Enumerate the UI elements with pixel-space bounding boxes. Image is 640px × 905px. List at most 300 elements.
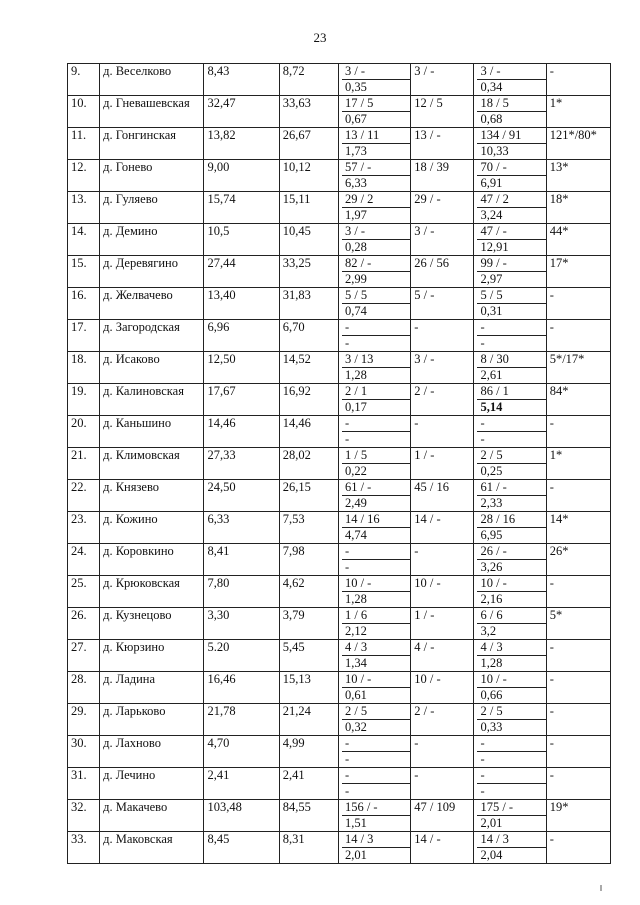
value-col-6: 29 / - [411,192,474,224]
value-col-7-top: 2 / 5 [477,704,545,720]
note-col: 14* [546,512,610,544]
value-col-7-bottom: 10,33 [480,144,509,158]
value-col-7 [474,384,546,416]
settlement-name: д. Гневашевская [100,96,204,128]
note-col: 121*/80* [546,128,610,160]
value-col-5 [338,832,410,864]
value-col-7-bottom: 2,01 [480,816,503,830]
value-col-4: 10,12 [279,160,338,192]
value-col-4: 7,53 [279,512,338,544]
settlement-name: д. Гонгинская [100,128,204,160]
value-col-5 [338,480,410,512]
value-col-3: 9,00 [204,160,279,192]
value-col-5-bottom: - [344,432,350,446]
note-col: 84* [546,384,610,416]
value-col-4: 33,63 [279,96,338,128]
value-col-5-top: 2 / 5 [342,704,410,720]
value-col-5 [338,192,410,224]
value-col-4: 28,02 [279,448,338,480]
value-col-4: 26,15 [279,480,338,512]
row-number: 18. [68,352,100,384]
value-col-6: 1 / - [411,608,474,640]
value-col-7 [474,352,546,384]
value-col-4: 4,62 [279,576,338,608]
row-number: 27. [68,640,100,672]
table-row [68,288,611,320]
value-col-7-bottom: 2,61 [480,368,503,382]
value-col-5 [338,256,410,288]
row-number: 24. [68,544,100,576]
value-col-6: 10 / - [411,576,474,608]
settlement-name: д. Коровкино [100,544,204,576]
value-col-5-bottom: 6,33 [344,176,367,190]
value-col-5-top: 13 / 11 [342,128,410,144]
value-col-7 [474,704,546,736]
settlement-name: д. Кюрзино [100,640,204,672]
settlement-name: д. Загородская [100,320,204,352]
settlement-name: д. Калиновская [100,384,204,416]
table-row [68,480,611,512]
value-col-3: 8,43 [204,64,279,96]
value-col-5-top: - [342,320,410,336]
row-number: 17. [68,320,100,352]
row-number: 22. [68,480,100,512]
value-col-7-bottom: - [480,752,485,766]
value-col-4: 7,98 [279,544,338,576]
settlements-table [67,63,611,864]
value-col-5 [338,512,410,544]
note-col: 1* [546,96,610,128]
note-col: 19* [546,800,610,832]
value-col-7-top: 134 / 91 [477,128,545,144]
note-col: - [546,288,610,320]
row-number: 31. [68,768,100,800]
value-col-6: 47 / 109 [411,800,474,832]
value-col-5-bottom: 2,12 [344,624,367,638]
table-row [68,256,611,288]
value-col-7 [474,64,546,96]
row-number: 20. [68,416,100,448]
row-number: 14. [68,224,100,256]
value-col-6: 26 / 56 [411,256,474,288]
value-col-5 [338,448,410,480]
value-col-5-top: 2 / 1 [342,384,410,400]
value-col-5-top: 5 / 5 [342,288,410,304]
value-col-6: - [411,768,474,800]
value-col-5-bottom: - [344,336,350,350]
table-row [68,512,611,544]
value-col-7 [474,512,546,544]
value-col-7 [474,736,546,768]
row-number: 16. [68,288,100,320]
note-col: 44* [546,224,610,256]
note-col: - [546,672,610,704]
value-col-7 [474,480,546,512]
value-col-7 [474,544,546,576]
table-row [68,64,611,96]
value-col-7 [474,192,546,224]
value-col-5 [338,96,410,128]
value-col-7-top: 61 / - [477,480,545,496]
value-col-7-bottom: 3,26 [480,560,503,574]
value-col-3: 3,30 [204,608,279,640]
note-col: 18* [546,192,610,224]
value-col-3: 2,41 [204,768,279,800]
note-col: - [546,768,610,800]
value-col-4: 2,41 [279,768,338,800]
value-col-5 [338,320,410,352]
settlement-name: д. Ларьково [100,704,204,736]
table-row [68,352,611,384]
value-col-5-bottom: 1,97 [344,208,367,222]
settlement-name: д. Каньшино [100,416,204,448]
note-col: 5*/17* [546,352,610,384]
table-row [68,192,611,224]
value-col-4: 84,55 [279,800,338,832]
value-col-6: 14 / - [411,832,474,864]
value-col-5-top: 10 / - [342,672,410,688]
value-col-5-top: 4 / 3 [342,640,410,656]
note-col: 5* [546,608,610,640]
value-col-4: 26,67 [279,128,338,160]
note-col: - [546,576,610,608]
value-col-6: 3 / - [411,64,474,96]
value-col-5 [338,768,410,800]
value-col-4: 15,13 [279,672,338,704]
settlement-name: д. Климовская [100,448,204,480]
value-col-7-bottom: 2,04 [480,848,503,862]
value-col-5 [338,288,410,320]
table-row [68,224,611,256]
value-col-5-top: 1 / 5 [342,448,410,464]
row-number: 13. [68,192,100,224]
settlement-name: д. Лахново [100,736,204,768]
value-col-7-bottom: 6,95 [480,528,503,542]
note-col: - [546,736,610,768]
value-col-7-bottom: 0,33 [480,720,503,734]
value-col-4: 5,45 [279,640,338,672]
note-col: - [546,64,610,96]
value-col-7-top: 86 / 1 [477,384,545,400]
value-col-6: 14 / - [411,512,474,544]
value-col-5-bottom: - [344,784,350,798]
settlement-name: д. Кожино [100,512,204,544]
value-col-5 [338,64,410,96]
settlement-name: д. Исаково [100,352,204,384]
value-col-5 [338,160,410,192]
value-col-4: 14,52 [279,352,338,384]
table-row [68,416,611,448]
value-col-6: 3 / - [411,352,474,384]
value-col-7-top: 47 / 2 [477,192,545,208]
value-col-7 [474,672,546,704]
value-col-3: 16,46 [204,672,279,704]
value-col-7-bottom: 2,33 [480,496,503,510]
value-col-4: 14,46 [279,416,338,448]
value-col-5 [338,128,410,160]
value-col-6: 45 / 16 [411,480,474,512]
value-col-3: 14,46 [204,416,279,448]
value-col-4: 10,45 [279,224,338,256]
value-col-5-top: 82 / - [342,256,410,272]
value-col-6: 2 / - [411,704,474,736]
value-col-5-top: 10 / - [342,576,410,592]
value-col-7 [474,800,546,832]
value-col-5-bottom: 1,28 [344,592,367,606]
value-col-5-top: - [342,416,410,432]
value-col-7 [474,224,546,256]
value-col-5 [338,576,410,608]
value-col-6: - [411,544,474,576]
value-col-3: 27,44 [204,256,279,288]
value-col-3: 4,70 [204,736,279,768]
value-col-5 [338,608,410,640]
settlement-name: д. Крюковская [100,576,204,608]
value-col-3: 8,41 [204,544,279,576]
value-col-7-top: 175 / - [477,800,545,816]
value-col-7-bottom: 3,2 [480,624,497,638]
value-col-7-bottom: 1,28 [480,656,503,670]
value-col-5-bottom: 2,99 [344,272,367,286]
note-col: 17* [546,256,610,288]
value-col-7-bottom: - [480,336,485,350]
value-col-7-bottom: 0,34 [480,80,503,94]
value-col-7-top: - [477,416,545,432]
value-col-6: 3 / - [411,224,474,256]
value-col-3: 12,50 [204,352,279,384]
value-col-3: 13,40 [204,288,279,320]
value-col-6: - [411,736,474,768]
value-col-7 [474,448,546,480]
value-col-4: 16,92 [279,384,338,416]
row-number: 23. [68,512,100,544]
value-col-7-top: 10 / - [477,672,545,688]
value-col-3: 21,78 [204,704,279,736]
scan-mark [600,885,602,891]
value-col-7-top: 47 / - [477,224,545,240]
value-col-7 [474,320,546,352]
row-number: 11. [68,128,100,160]
value-col-3: 8,45 [204,832,279,864]
value-col-4: 3,79 [279,608,338,640]
value-col-7-top: 70 / - [477,160,545,176]
table-row [68,832,611,864]
value-col-7-top: - [477,768,545,784]
settlement-name: д. Деревягино [100,256,204,288]
value-col-3: 7,80 [204,576,279,608]
value-col-5-top: 29 / 2 [342,192,410,208]
value-col-5-bottom: 0,35 [344,80,367,94]
value-col-7-bottom: 5,14 [480,400,503,414]
value-col-5-top: 3 / 13 [342,352,410,368]
value-col-7 [474,416,546,448]
value-col-7-top: 4 / 3 [477,640,545,656]
value-col-7 [474,96,546,128]
row-number: 26. [68,608,100,640]
value-col-7-bottom: 12,91 [480,240,509,254]
table-row [68,320,611,352]
value-col-3: 27,33 [204,448,279,480]
table-row [68,672,611,704]
row-number: 9. [68,64,100,96]
value-col-7 [474,832,546,864]
value-col-4: 31,83 [279,288,338,320]
table-row [68,448,611,480]
value-col-4: 21,24 [279,704,338,736]
value-col-5-bottom: 4,74 [344,528,367,542]
row-number: 21. [68,448,100,480]
value-col-5-bottom: 0,17 [344,400,367,414]
value-col-3: 15,74 [204,192,279,224]
value-col-3: 17,67 [204,384,279,416]
value-col-7-top: 10 / - [477,576,545,592]
value-col-5-bottom: 2,49 [344,496,367,510]
value-col-7 [474,608,546,640]
value-col-3: 5.20 [204,640,279,672]
value-col-6: 1 / - [411,448,474,480]
settlement-name: д. Веселково [100,64,204,96]
value-col-5 [338,640,410,672]
value-col-3: 13,82 [204,128,279,160]
value-col-4: 8,31 [279,832,338,864]
value-col-6: 13 / - [411,128,474,160]
value-col-5 [338,224,410,256]
value-col-7-top: 26 / - [477,544,545,560]
value-col-4: 15,11 [279,192,338,224]
note-col: - [546,704,610,736]
value-col-7 [474,128,546,160]
value-col-5-bottom: 0,67 [344,112,367,126]
value-col-5-top: 14 / 16 [342,512,410,528]
row-number: 28. [68,672,100,704]
value-col-6: 10 / - [411,672,474,704]
value-col-5-bottom: - [344,752,350,766]
value-col-3: 24,50 [204,480,279,512]
value-col-5-bottom: 1,51 [344,816,367,830]
settlement-name: д. Гонево [100,160,204,192]
value-col-7-top: 99 / - [477,256,545,272]
value-col-6: 4 / - [411,640,474,672]
value-col-4: 8,72 [279,64,338,96]
value-col-7-top: - [477,736,545,752]
value-col-5-bottom: 1,28 [344,368,367,382]
settlement-name: д. Гуляево [100,192,204,224]
value-col-6: - [411,416,474,448]
value-col-5-top: 1 / 6 [342,608,410,624]
row-number: 33. [68,832,100,864]
value-col-7-top: 28 / 16 [477,512,545,528]
note-col: - [546,640,610,672]
value-col-7 [474,640,546,672]
value-col-6: 12 / 5 [411,96,474,128]
table-row [68,640,611,672]
value-col-7-top: - [477,320,545,336]
value-col-5-bottom: 1,73 [344,144,367,158]
value-col-5-bottom: 0,22 [344,464,367,478]
value-col-7-top: 8 / 30 [477,352,545,368]
settlement-name: д. Макачево [100,800,204,832]
settlement-name: д. Лечино [100,768,204,800]
value-col-5-top: 156 / - [342,800,410,816]
value-col-7-bottom: 0,66 [480,688,503,702]
value-col-7-top: 6 / 6 [477,608,545,624]
value-col-7 [474,768,546,800]
table-row [68,544,611,576]
value-col-5-bottom: - [344,560,350,574]
settlement-name: д. Князево [100,480,204,512]
table-row [68,160,611,192]
value-col-7-top: 3 / - [477,64,545,80]
table-row [68,800,611,832]
note-col: 13* [546,160,610,192]
value-col-5-bottom: 0,28 [344,240,367,254]
settlement-name: д. Ладина [100,672,204,704]
row-number: 29. [68,704,100,736]
value-col-5-top: 14 / 3 [342,832,410,848]
value-col-5-top: 57 / - [342,160,410,176]
value-col-5 [338,800,410,832]
value-col-6: 2 / - [411,384,474,416]
value-col-5 [338,704,410,736]
value-col-7 [474,160,546,192]
value-col-7-top: 5 / 5 [477,288,545,304]
value-col-5-bottom: 0,61 [344,688,367,702]
value-col-5 [338,736,410,768]
value-col-7-bottom: 0,31 [480,304,503,318]
value-col-4: 33,25 [279,256,338,288]
value-col-3: 6,33 [204,512,279,544]
value-col-5 [338,352,410,384]
value-col-4: 4,99 [279,736,338,768]
value-col-7-bottom: 0,68 [480,112,503,126]
value-col-7-bottom: 6,91 [480,176,503,190]
row-number: 30. [68,736,100,768]
note-col: 1* [546,448,610,480]
value-col-3: 103,48 [204,800,279,832]
value-col-3: 10,5 [204,224,279,256]
value-col-5 [338,672,410,704]
value-col-5-top: 17 / 5 [342,96,410,112]
value-col-5-bottom: 1,34 [344,656,367,670]
value-col-5-top: - [342,544,410,560]
settlement-name: д. Кузнецово [100,608,204,640]
value-col-5-bottom: 0,32 [344,720,367,734]
value-col-7 [474,576,546,608]
note-col: 26* [546,544,610,576]
table-row [68,704,611,736]
value-col-5-top: - [342,736,410,752]
table-row [68,128,611,160]
value-col-7-top: 14 / 3 [477,832,545,848]
note-col: - [546,320,610,352]
note-col: - [546,832,610,864]
value-col-7-top: 18 / 5 [477,96,545,112]
row-number: 10. [68,96,100,128]
row-number: 15. [68,256,100,288]
value-col-7 [474,288,546,320]
table-row [68,576,611,608]
note-col: - [546,416,610,448]
value-col-7-top: 2 / 5 [477,448,545,464]
value-col-7-bottom: 2,97 [480,272,503,286]
value-col-7-bottom: 0,25 [480,464,503,478]
row-number: 32. [68,800,100,832]
settlement-name: д. Желвачево [100,288,204,320]
table-row [68,768,611,800]
value-col-6: 18 / 39 [411,160,474,192]
settlement-name: д. Демино [100,224,204,256]
note-col: - [546,480,610,512]
